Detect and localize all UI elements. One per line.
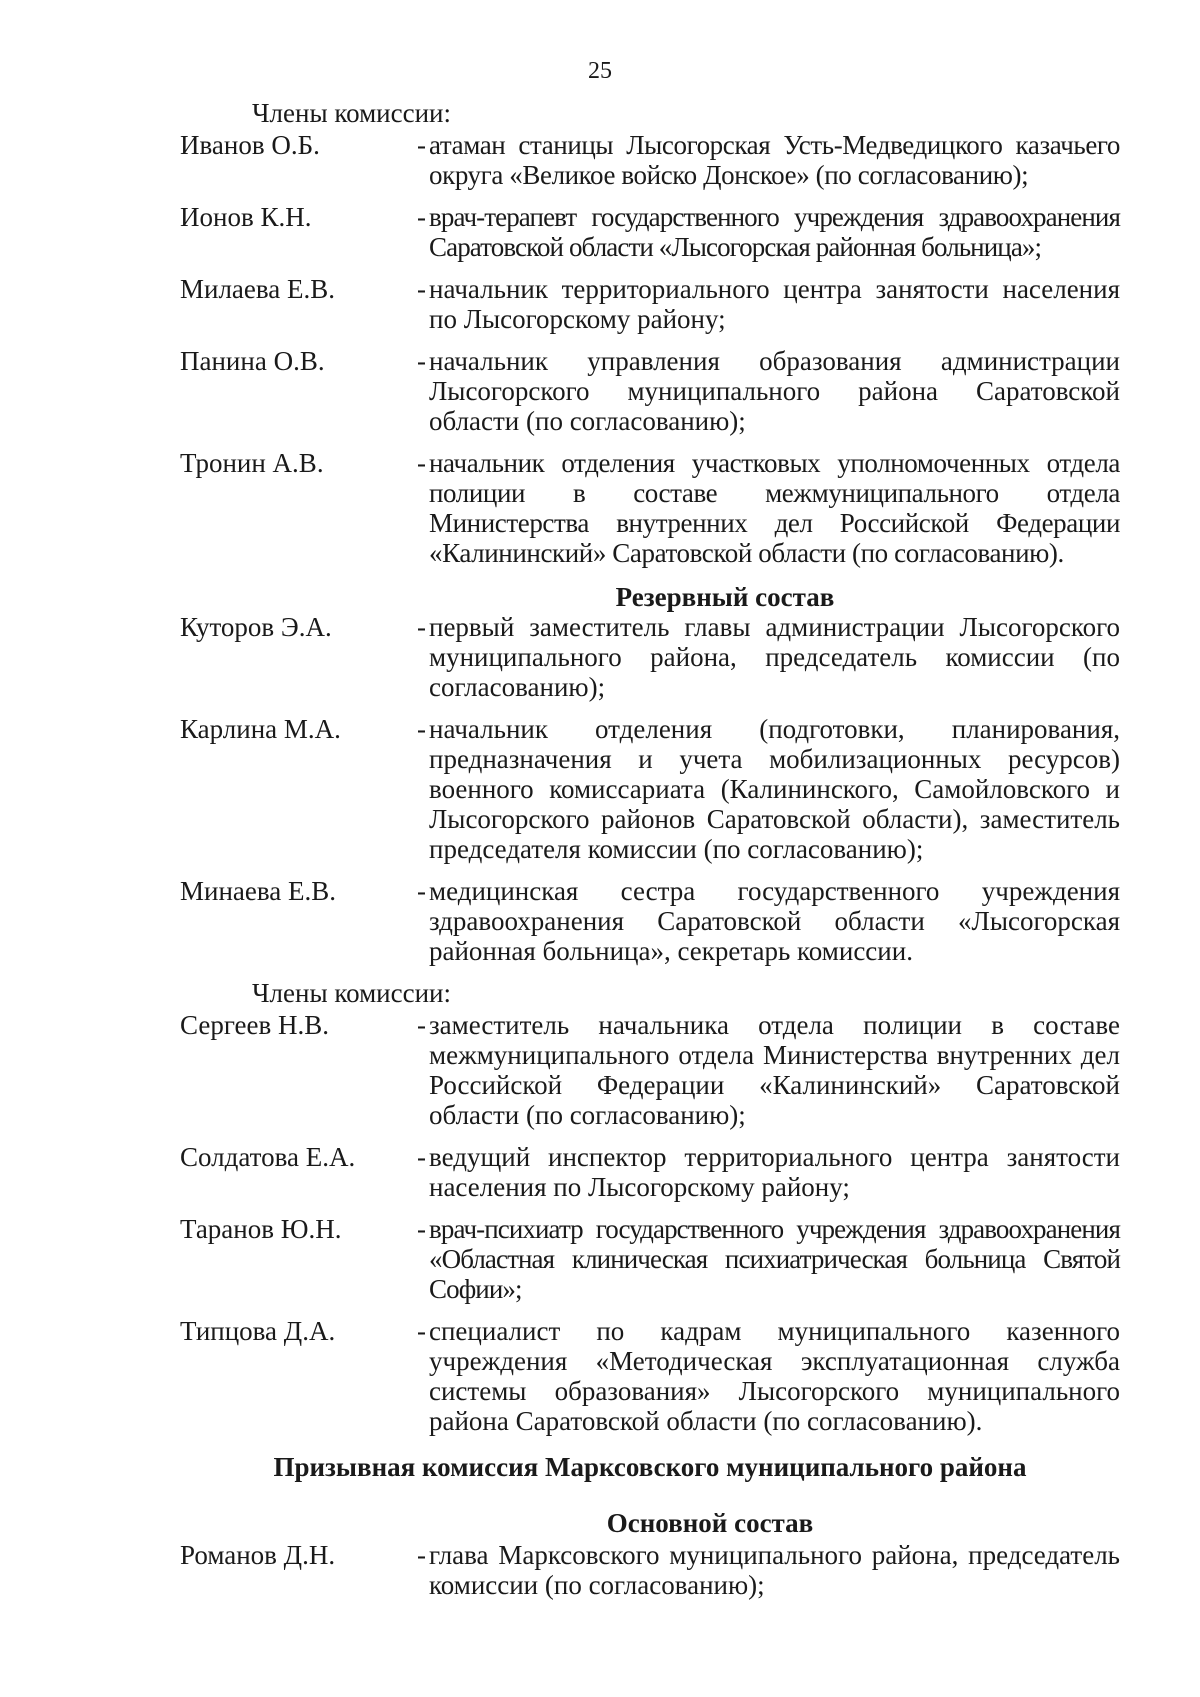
member-entry (180, 130, 1120, 190)
dash: - (417, 1214, 426, 1244)
dash: - (417, 202, 426, 232)
member-entry (180, 1142, 1120, 1202)
page-number: 25 (588, 58, 612, 84)
dash: - (417, 1316, 426, 1346)
commission-heading: Призывная комиссия Марксовского муниципального района (273, 1452, 1027, 1482)
dash: - (417, 1540, 426, 1570)
member-name: Таранов Ю.Н. (180, 1214, 342, 1244)
member-name: Иванов О.Б. (180, 130, 320, 160)
member-entry (180, 1214, 1120, 1304)
member-description: врач-терапевт государственного учреждения здравоохранения Саратовской области «Лысогорская районная больница»; (429, 202, 1120, 262)
member-name: Тронин А.В. (180, 448, 324, 478)
member-entry (180, 448, 1120, 568)
dash: - (417, 876, 426, 906)
member-description: атаман станицы Лысогорская Усть-Медведицкого казачьего округа «Великое войско Донское» (по согласованию); (429, 130, 1120, 190)
member-entry (180, 274, 1120, 334)
member-description: глава Марксовского муниципального района, председатель комиссии (по согласованию); (429, 1540, 1120, 1600)
dash: - (417, 274, 426, 304)
member-name: Типцова Д.А. (180, 1316, 336, 1346)
members-label: Члены комиссии: (252, 978, 451, 1008)
dash: - (417, 612, 426, 642)
member-name: Милаева Е.В. (180, 274, 336, 304)
dash: - (417, 448, 426, 478)
member-description: начальник отделения (подготовки, планирования, предназначения и учета мобилизационных ресурсов) военного комиссариата (Калининского, Самойловского и Лысогорского районов Саратовской области), заместитель председателя комиссии (по согласованию); (429, 714, 1120, 864)
dash: - (417, 714, 426, 744)
member-name: Солдатова Е.А. (180, 1142, 356, 1172)
member-description: медицинская сестра государственного учреждения здравоохранения Саратовской области «Лысогорская районная больница», секретарь комиссии. (429, 876, 1120, 966)
member-description: начальник территориального центра занятости населения по Лысогорскому району; (429, 274, 1120, 334)
member-entry (180, 714, 1120, 864)
document-body (180, 98, 1120, 1612)
member-name: Ионов К.Н. (180, 202, 312, 232)
member-description: специалист по кадрам муниципального казенного учреждения «Методическая эксплуатационная служба системы образования» Лысогорского муниципального района Саратовской области (по согласованию). (429, 1316, 1120, 1436)
member-entry (180, 876, 1120, 966)
dash: - (417, 1142, 426, 1172)
member-description: врач-психиатр государственного учреждения здравоохранения «Областная клиническая психиатрическая больница Святой Софии»; (429, 1214, 1120, 1304)
member-description: начальник отделения участковых уполномоченных отдела полиции в составе межмуниципального отдела Министерства внутренних дел Российской Федерации «Калининский» Саратовской области (по согласованию). (429, 448, 1120, 568)
section-heading: Резервный состав (615, 582, 835, 612)
member-entry (180, 612, 1120, 702)
dash: - (417, 346, 426, 376)
dash: - (417, 1010, 426, 1040)
member-name: Романов Д.Н. (180, 1540, 336, 1570)
member-entry (180, 346, 1120, 436)
member-entry (180, 202, 1120, 262)
section-heading: Основной состав (606, 1508, 814, 1538)
members-label: Члены комиссии: (252, 98, 451, 128)
member-name: Куторов Э.А. (180, 612, 332, 642)
member-name: Сергеев Н.В. (180, 1010, 330, 1040)
member-name: Карлина М.А. (180, 714, 341, 744)
member-description: ведущий инспектор территориального центра занятости населения по Лысогорскому району; (429, 1142, 1120, 1202)
dash: - (417, 130, 426, 160)
member-entry (180, 1316, 1120, 1436)
member-name: Панина О.В. (180, 346, 325, 376)
member-description: начальник управления образования администрации Лысогорского муниципального района Саратовской области (по согласованию); (429, 346, 1120, 436)
member-name: Минаева Е.В. (180, 876, 337, 906)
member-entry (180, 1010, 1120, 1130)
member-description: первый заместитель главы администрации Лысогорского муниципального района, председатель комиссии (по согласованию); (429, 612, 1120, 702)
member-description: заместитель начальника отдела полиции в составе межмуниципального отдела Министерства внутренних дел Российской Федерации «Калининский» Саратовской области (по согласованию); (429, 1010, 1120, 1130)
member-entry (180, 1540, 1120, 1600)
